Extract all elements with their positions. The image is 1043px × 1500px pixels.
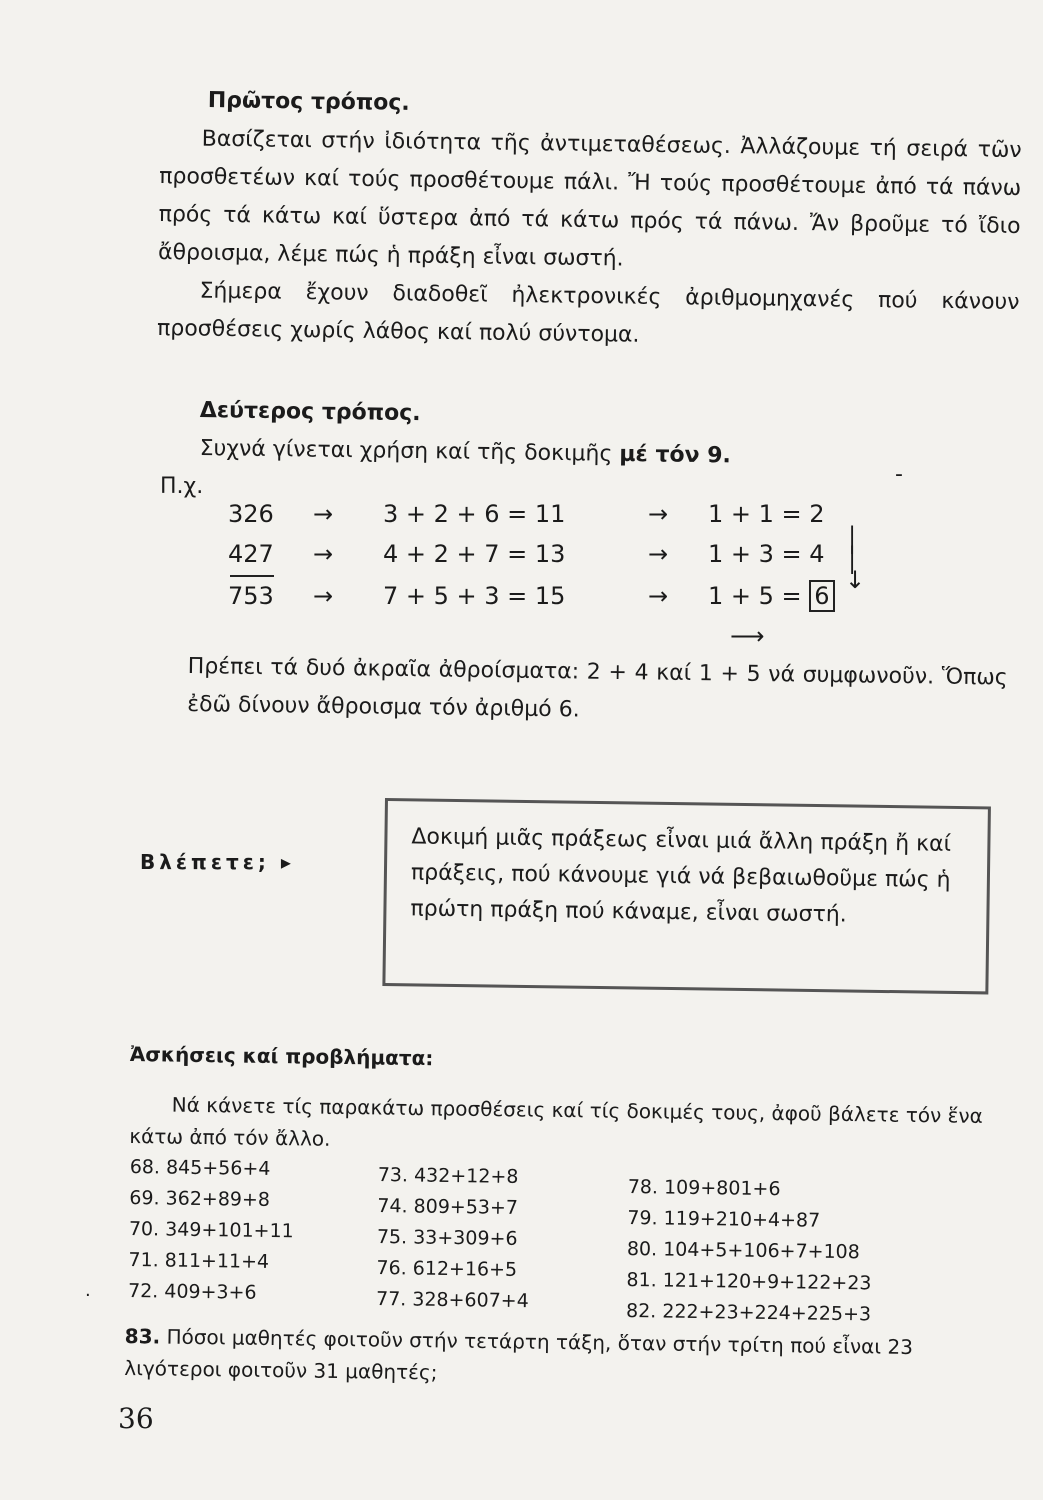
digit-sum: 7 + 5 + 3 = 15 [383,582,566,610]
section1-paragraph-2: Σήμερα ἔχουν διαδοθεῖ ἠλεκτρονικές ἀριθμομηχανές πού κάνουν προσθέσεις χωρίς λάθος καί πολύ σύντομα. [156,278,1020,348]
reduced-sum: 1 + 3 = 4 [708,540,825,568]
margin-dash: - [895,462,903,487]
exercise-item: 76. 612+16+5 [376,1256,518,1281]
exercise-item: 70. 349+101+11 [128,1217,294,1243]
problem-text: Πόσοι μαθητές φοιτοῦν στήν τετάρτη τάξη, ὅταν στήν τρίτη πού εἶναι 23 λιγότεροι φοιτοῦν 31 μαθητές; [124,1324,914,1385]
exercise-item: 71. 811+11+4 [128,1248,270,1273]
problem-number: 83. [124,1323,161,1349]
exercise-item: 77. 328+607+4 [375,1287,529,1313]
exercise-column-1 [128,1152,295,1309]
arrow-icon: → [648,582,669,610]
arrow-icon: → [313,540,334,568]
right-arrow-icon: ⟶ [730,622,765,650]
section-title-first-method: Πρῶτος τρόπος. [207,88,410,116]
exercise-column-2 [376,1160,531,1317]
exercise-item: 74. 809+53+7 [377,1194,519,1219]
exercise-item: 79. 119+210+4+87 [627,1206,821,1232]
section1-paragraph-1: Βασίζεται στήν ἰδιότητα τῆς ἀντιμεταθέσεως. Ἀλλάζουμε τή σειρά τῶν προσθετέων καί τούς προσθέτουμε πάλι. Ἤ τούς προσθέτουμε ἀπό τά πάνω πρός τά κάτω καί ὕστερα ἀπό τά κάτω πρός τά πάνω. Ἄν βροῦμε τό ἴδιο ἄθροισμα, λέμε πώς ἡ πράξη εἶναι σωστή. [157,126,1022,272]
pointer-icon: ▸ [280,850,295,874]
section2-text-start: Συχνά γίνεται χρήση καί τῆς δοκιμῆς [199,435,620,467]
example-number: 427 [228,540,274,568]
section1-paragraphs [157,120,1022,360]
exercise-item: 69. 362+89+8 [129,1186,271,1211]
down-arrow-icon: │ │ ↓ [845,526,866,594]
exercises-title: Ἀσκήσεις καί προβλήματα: [129,1042,434,1071]
definition-text: Δοκιμή μιᾶς πράξεως εἶναι μιά ἄλλη πράξη ἤ καί πράξεις, πού κάνουμε γιά νά βεβαιωθοῦμε πώς ἡ πρώτη πράξη πού κάναμε, εἶναι σωστή. [410,824,952,928]
reduced-sum [708,582,835,610]
exercise-item: 80. 104+5+106+7+108 [626,1237,860,1264]
exercise-item: 68. 845+56+4 [129,1155,271,1180]
explanation-text: Πρέπει τά δυό ἀκραῖα ἀθροίσματα: 2 + 4 καί 1 + 5 νά συμφωνοῦν. Ὅπως ἐδῶ δίνουν ἄθροισμα τόν ἀριθμό 6. [187,653,1008,723]
arrow-icon: → [648,540,669,568]
section-title-second-method: Δεύτερος τρόπος. [199,398,421,427]
arrow-icon: → [313,582,334,610]
reduced-sum: 1 + 1 = 2 [708,500,825,528]
reduced-sum-text: 1 + 5 = [708,582,802,610]
addition-line [230,575,274,577]
section2-text [199,430,899,478]
arrow-icon: → [648,500,669,528]
see-label [140,850,295,874]
exercise-item: 73. 432+12+8 [377,1163,519,1188]
digit-sum: 3 + 2 + 6 = 11 [383,500,566,528]
example-label: Π.χ. [160,474,204,499]
page-number: 36 [118,1402,154,1435]
boxed-result: 6 [809,580,834,612]
example-number: 326 [228,500,274,528]
definition-box [382,798,991,994]
arrow-icon: → [313,500,334,528]
problem-83 [124,1320,995,1396]
explanation-paragraph [187,648,1008,735]
digit-sum: 4 + 2 + 7 = 13 [383,540,566,568]
exercises-intro: Νά κάνετε τίς παρακάτω προσθέσεις καί τίς δοκιμές τους, ἀφοῦ βάλετε τόν ἕνα κάτω ἀπό τόν ἄλλο. [129,1092,983,1151]
exercise-item: 78. 109+801+6 [627,1175,781,1201]
section2-text-bold: μέ τόν 9. [619,441,732,469]
margin-dot: · [85,1285,91,1306]
exercise-item: 72. 409+3+6 [127,1279,257,1304]
exercise-item: 81. 121+120+9+122+23 [626,1268,872,1295]
exercise-item: 75. 33+309+6 [376,1225,518,1250]
exercise-column-3 [626,1172,873,1330]
see-label-text: Βλέπετε; [140,850,270,874]
exercise-item: 82. 222+23+224+225+3 [625,1299,872,1326]
example-number: 753 [228,582,274,610]
section2-paragraph [199,430,899,478]
